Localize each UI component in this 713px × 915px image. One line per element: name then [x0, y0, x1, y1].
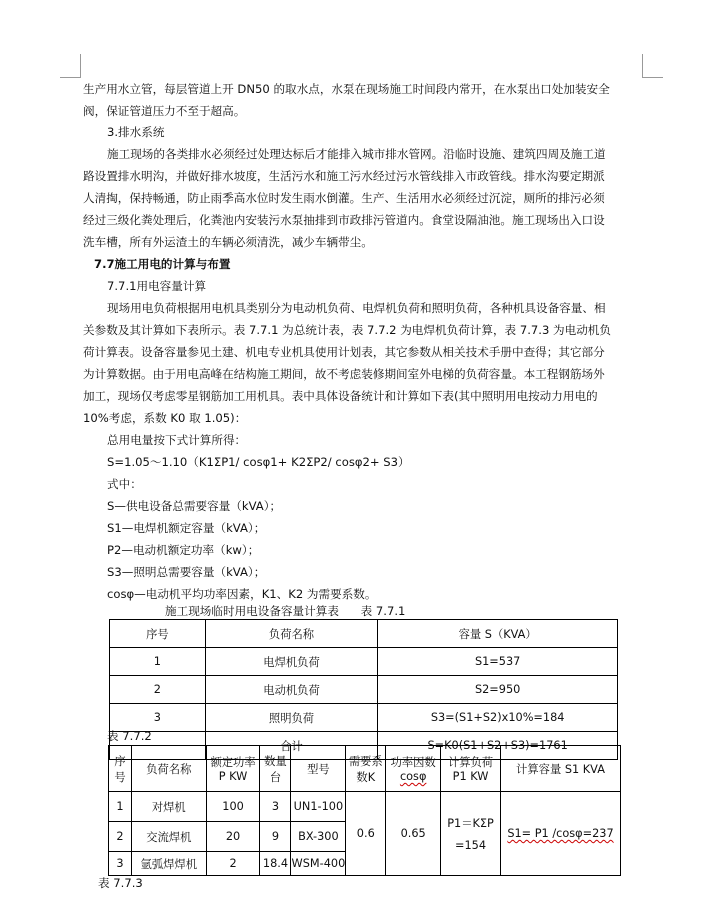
- crop-mark-left: [60, 77, 81, 78]
- formula: S=1.05～1.10（K1ΣP1/ cosφ1+ K2ΣP2/ cosφ2+ S3）: [107, 455, 410, 469]
- formula-intro: 总用电量按下式计算所得：: [107, 433, 247, 447]
- paragraph-line: 路设置排水明沟，并做好排水坡度，生活污水和施工污水经过污水管线排入市政管线。排水沟要定期派: [83, 169, 605, 183]
- header-text: P1 KW: [452, 770, 489, 783]
- table-7-7-2: [108, 745, 621, 876]
- table1-cell: 合计: [205, 732, 378, 760]
- header-text: 数量: [264, 754, 287, 768]
- section-heading: 7.7施工用电的计算与布置: [94, 257, 231, 271]
- header-text: 数K: [356, 770, 376, 784]
- table3-caption: 表 7.7.3: [98, 876, 143, 890]
- subsection-heading: 7.7.1用电容量计算: [107, 279, 207, 293]
- crop-mark-right: [642, 77, 663, 78]
- table2-header: [206, 746, 260, 792]
- table2-cell: 对焊机: [131, 792, 206, 822]
- table2-cell: 2: [206, 852, 260, 876]
- definition-line: S1—电焊机额定容量（kVA）；: [107, 521, 266, 535]
- subsection-heading: 3.排水系统: [107, 125, 165, 139]
- cell-text: =154: [455, 839, 487, 852]
- header-text: 计算负荷: [447, 756, 494, 769]
- table2-cell: BX-300: [291, 822, 346, 852]
- table2-cell: 100: [206, 792, 260, 822]
- table1-cell: 电动机负荷: [205, 676, 378, 704]
- table1-cell: 2: [110, 676, 206, 704]
- table2-merged-s1: [500, 792, 620, 876]
- table2-cell: 交流焊机: [131, 822, 206, 852]
- paragraph-line: 现场用电负荷根据用电机具类别分为电动机负荷、电焊机负荷和照明负荷，各种机具设备容量、相: [107, 301, 606, 315]
- header-text: 序: [114, 754, 126, 768]
- table2-merged-pf: 0.65: [386, 792, 441, 876]
- table1-cell: 1: [110, 648, 206, 676]
- table1-header: 容量 S（KVA）: [378, 620, 618, 648]
- table2-header: [346, 746, 386, 792]
- table2-cell: UN1-100: [291, 792, 346, 822]
- table2-header: 计算容量 S1 KVA: [500, 746, 620, 792]
- table2-caption: 表 7.7.2: [107, 729, 152, 743]
- table1-cell: 照明负荷: [205, 704, 378, 732]
- header-text: cosφ: [399, 770, 427, 783]
- table2-header: [260, 746, 291, 792]
- table2-cell: 氩弧焊焊机: [131, 852, 206, 876]
- table1-cell: S3=(S1+S2)x10%=184: [378, 704, 618, 732]
- paragraph-line: 生产用水立管，每层管道上开 DN50 的取水点，水泵在现场施工时间段内常开，在水泵出口处加装安全: [83, 82, 610, 96]
- paragraph-line: 为计算数据。由于用电高峰在结构施工期间，故不考虑装修期间室外电梯的负荷容量。本工程钢筋场外: [83, 367, 605, 381]
- table1-cell: 3: [110, 704, 206, 732]
- paragraph-line: 人清掏，保持畅通，防止雨季高水位时发生雨水倒灌。生产、生活用水必须经过沉淀，厕所的排污必须: [83, 191, 605, 205]
- table1-cell: S2=950: [378, 676, 618, 704]
- table2-cell: 20: [206, 822, 260, 852]
- table2-cell: 2: [109, 822, 132, 852]
- header-text: 额定功率: [210, 756, 256, 769]
- header-text: 台: [269, 770, 282, 784]
- definition-line: cosφ—电动机平均功率因素，K1、K2 为需要系数。: [107, 587, 377, 601]
- paragraph-line: 10%考虑，系数 K0 取 1.05)：: [83, 411, 247, 425]
- table2-header: [109, 746, 132, 792]
- table1-header: 负荷名称: [205, 620, 378, 648]
- formula-where: 式中：: [107, 477, 142, 491]
- table2-cell: 1: [109, 792, 132, 822]
- paragraph-line: 加工，现场仅考虑零星钢筋加工用机具。表中具体设备统计和计算如下表(其中照明用电按动力用电的: [83, 389, 598, 403]
- header-text: P KW: [218, 770, 248, 783]
- table2-header: [441, 746, 501, 792]
- table2-cell: 18.4: [260, 852, 291, 876]
- definition-line: S3—照明总需要容量（kVA）；: [107, 565, 266, 579]
- table2-merged-k: 0.6: [346, 792, 386, 876]
- table1-header: 序号: [110, 620, 206, 648]
- definition-line: P2—电动机额定功率（kw）；: [107, 543, 260, 557]
- table1-caption-name: 施工现场临时用电设备容量计算表: [165, 604, 339, 618]
- table1-caption: [165, 603, 405, 619]
- paragraph-line: 洗车槽，所有外运渣土的车辆必须清洗，减少车辆带尘。: [83, 235, 373, 249]
- header-text: 功率因数: [390, 756, 436, 769]
- table2-cell: 3: [260, 792, 291, 822]
- table2-cell: 3: [109, 852, 132, 876]
- table2-cell: 9: [260, 822, 291, 852]
- table2-header: 负荷名称: [131, 746, 206, 792]
- header-text: 需要系: [348, 754, 383, 768]
- table2-cell: WSM-400: [291, 852, 346, 876]
- cell-text: P1＝KΣP: [447, 817, 494, 830]
- header-text: 号: [114, 770, 126, 784]
- crop-mark-right: [642, 54, 643, 78]
- definition-line: S—供电设备总需要容量（kVA）；: [107, 499, 282, 513]
- paragraph-line: 阀，保证管道压力不至于超高。: [83, 104, 246, 118]
- paragraph-line: 施工现场的各类排水必须经过处理达标后才能排入城市排水管网。沿临时设施、建筑四周及施工道: [107, 147, 606, 161]
- table2-header: 型号: [291, 746, 346, 792]
- paragraph-line: 荷计算表。设备容量参见土建、机电专业机具使用计划表，其它参数从相关技术手册中查得；其它部分: [83, 345, 605, 359]
- table1-cell: S1=537: [378, 648, 618, 676]
- crop-mark-left: [80, 54, 81, 78]
- paragraph-line: 关参数及其计算如下表所示。表 7.7.1 为总统计表，表 7.7.2 为电焊机负荷计算，表 7.7.3 为电动机负: [83, 323, 611, 337]
- paragraph-line: 经过三级化粪处理后，化粪池内安装污水泵抽排到市政排污管道内。食堂设隔油池。施工现场出入口设: [83, 213, 605, 227]
- table2-header: [386, 746, 441, 792]
- table2-merged-p1: [441, 792, 501, 876]
- table1-cell: 电焊机负荷: [205, 648, 378, 676]
- table-7-7-1: [109, 619, 618, 760]
- cell-text: S1= P1 /cosφ=237: [507, 827, 614, 840]
- table1-caption-number: 表 7.7.1: [360, 604, 406, 618]
- table1-cell: S=K0(S1+S2+S3)=1761: [378, 732, 618, 760]
